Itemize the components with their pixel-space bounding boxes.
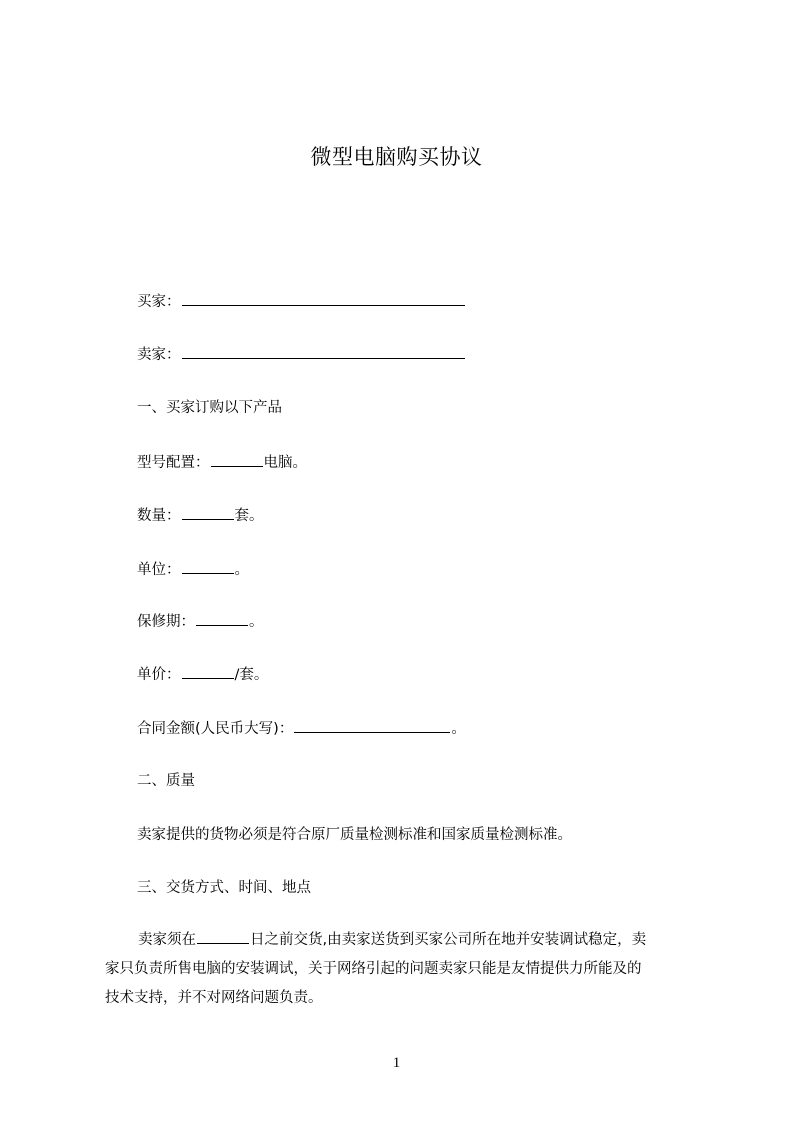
page-number: 1 — [392, 1055, 401, 1071]
buyer-line — [137, 291, 466, 312]
delivery-clause-line-3: 技术支持，并不对网络问题负责。 — [105, 990, 323, 1006]
quantity-label: 数量： — [137, 508, 181, 524]
contract-amount-suffix: 。 — [451, 721, 466, 737]
document-title: 微型电脑购买协议 — [310, 145, 483, 169]
unit-price-blank[interactable] — [182, 664, 234, 679]
contract-amount-blank[interactable] — [294, 718, 450, 733]
buyer-label: 买家： — [137, 294, 181, 310]
contract-amount-line — [137, 718, 466, 739]
seller-line — [137, 344, 466, 365]
delivery-clause — [105, 926, 697, 1013]
model-label: 型号配置： — [137, 455, 210, 471]
delivery-clause-line-2: 家只负责所售电脑的安装调试，关于网络引起的问题卖家只能是友情提供力所能及的 — [105, 961, 642, 977]
section-1-heading: 一、买家订购以下产品 — [137, 400, 282, 416]
unit-line — [137, 559, 249, 580]
unit-price-line — [137, 664, 268, 685]
seller-label: 卖家： — [137, 347, 181, 363]
buyer-blank[interactable] — [182, 291, 465, 306]
warranty-line — [137, 611, 264, 632]
delivery-suffix: 日之前交货,由卖家送货到买家公司所在地并安装调试稳定，卖 — [250, 932, 647, 948]
unit-label: 单位： — [137, 562, 181, 578]
section-3-heading: 三、交货方式、时间、地点 — [137, 880, 311, 896]
delivery-clause-line-1 — [105, 926, 697, 955]
delivery-date-blank[interactable] — [197, 929, 249, 944]
seller-blank[interactable] — [182, 344, 465, 359]
quantity-blank[interactable] — [182, 505, 234, 520]
unit-suffix: 。 — [234, 562, 249, 578]
warranty-label: 保修期： — [137, 614, 195, 630]
model-line — [137, 452, 307, 473]
warranty-blank[interactable] — [196, 611, 248, 626]
section-2-heading: 二、质量 — [137, 773, 195, 789]
quantity-line — [137, 505, 264, 526]
quality-clause: 卖家提供的货物必须是符合原厂质量检测标准和国家质量检测标准。 — [137, 827, 572, 843]
quantity-suffix: 套。 — [234, 508, 264, 524]
contract-amount-label: 合同金额(人民币大写)： — [137, 721, 294, 737]
model-suffix: 电脑。 — [263, 455, 307, 471]
warranty-suffix: 。 — [249, 614, 264, 630]
model-blank[interactable] — [211, 452, 263, 467]
unit-price-suffix: /套。 — [234, 667, 269, 683]
unit-blank[interactable] — [182, 559, 234, 574]
delivery-prefix: 卖家须在 — [138, 932, 196, 948]
unit-price-label: 单价： — [137, 667, 181, 683]
